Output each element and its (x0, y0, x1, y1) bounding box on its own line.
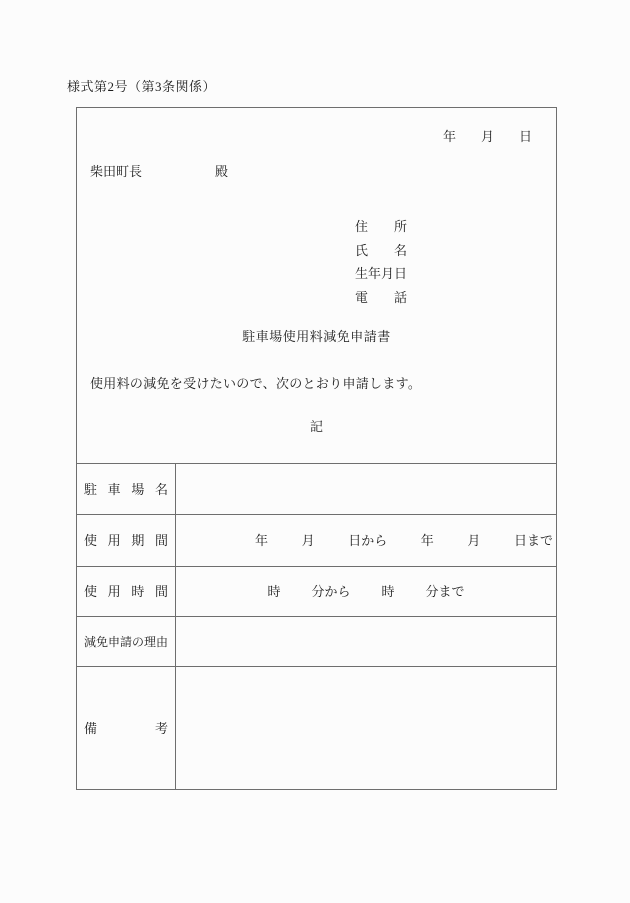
time-end-minute-label: 分まで (425, 584, 465, 599)
date-line (77, 130, 556, 143)
letter-section (77, 108, 556, 464)
addressee-line (90, 165, 228, 178)
table-row-remarks (77, 667, 556, 789)
table-row-parking-name (77, 464, 556, 515)
row-label-cell (77, 617, 176, 666)
address-label: 住所 (355, 219, 407, 234)
period-end-day-label: 日まで (513, 533, 553, 548)
applicant-name-row (355, 244, 407, 257)
period-start-day-label: 日から (348, 533, 388, 548)
table-row-exemption-reason (77, 617, 556, 667)
remarks-field (176, 667, 556, 789)
row-label-cell (77, 667, 176, 789)
period-end-year-label: 年 (420, 533, 434, 548)
date-day-label: 日 (518, 129, 532, 144)
addressee-name: 柴田町長 (90, 164, 143, 179)
period-start-month-label: 月 (301, 533, 315, 548)
application-statement: 使用料の減免を受けたいので、次のとおり申請します。 (90, 376, 422, 391)
row-label-cell (77, 567, 176, 616)
applicant-block (355, 220, 407, 314)
table-row-usage-time (77, 567, 556, 617)
row-label-cell (77, 464, 176, 514)
phone-label: 電話 (355, 289, 407, 305)
document-title: 駐車場使用料減免申請書 (242, 329, 391, 344)
usage-time-field (176, 567, 556, 616)
parking-name-field (176, 464, 556, 514)
birthdate-label: 生年月日 (355, 266, 408, 281)
time-start-hour-label: 時 (267, 584, 281, 599)
time-end-hour-label: 時 (381, 584, 395, 599)
table-row-usage-period (77, 515, 556, 567)
form-frame (76, 107, 557, 790)
period-start-year-label: 年 (255, 533, 269, 548)
parking-name-label: 駐車場名 (84, 481, 168, 497)
form-number-label: 様式第2号（第3条関係） (67, 79, 217, 94)
exemption-reason-label: 減免申請の理由 (84, 634, 169, 649)
applicant-phone-row (355, 291, 407, 304)
section-marker-ki: 記 (309, 419, 323, 434)
addressee-honorific: 殿 (215, 164, 229, 179)
date-month-label: 月 (480, 129, 494, 144)
applicant-birthdate-row (355, 267, 407, 280)
row-label-cell (77, 515, 176, 566)
time-start-minute-label: 分から (311, 584, 351, 599)
date-year-label: 年 (442, 129, 456, 144)
applicant-address-row (355, 220, 407, 233)
remarks-label: 備考 (84, 720, 168, 736)
usage-period-label: 使用期間 (84, 533, 168, 548)
exemption-reason-field (176, 617, 556, 666)
period-end-month-label: 月 (467, 533, 481, 548)
usage-period-field (176, 515, 556, 566)
name-label: 氏名 (355, 242, 407, 258)
usage-time-label: 使用時間 (84, 584, 168, 599)
